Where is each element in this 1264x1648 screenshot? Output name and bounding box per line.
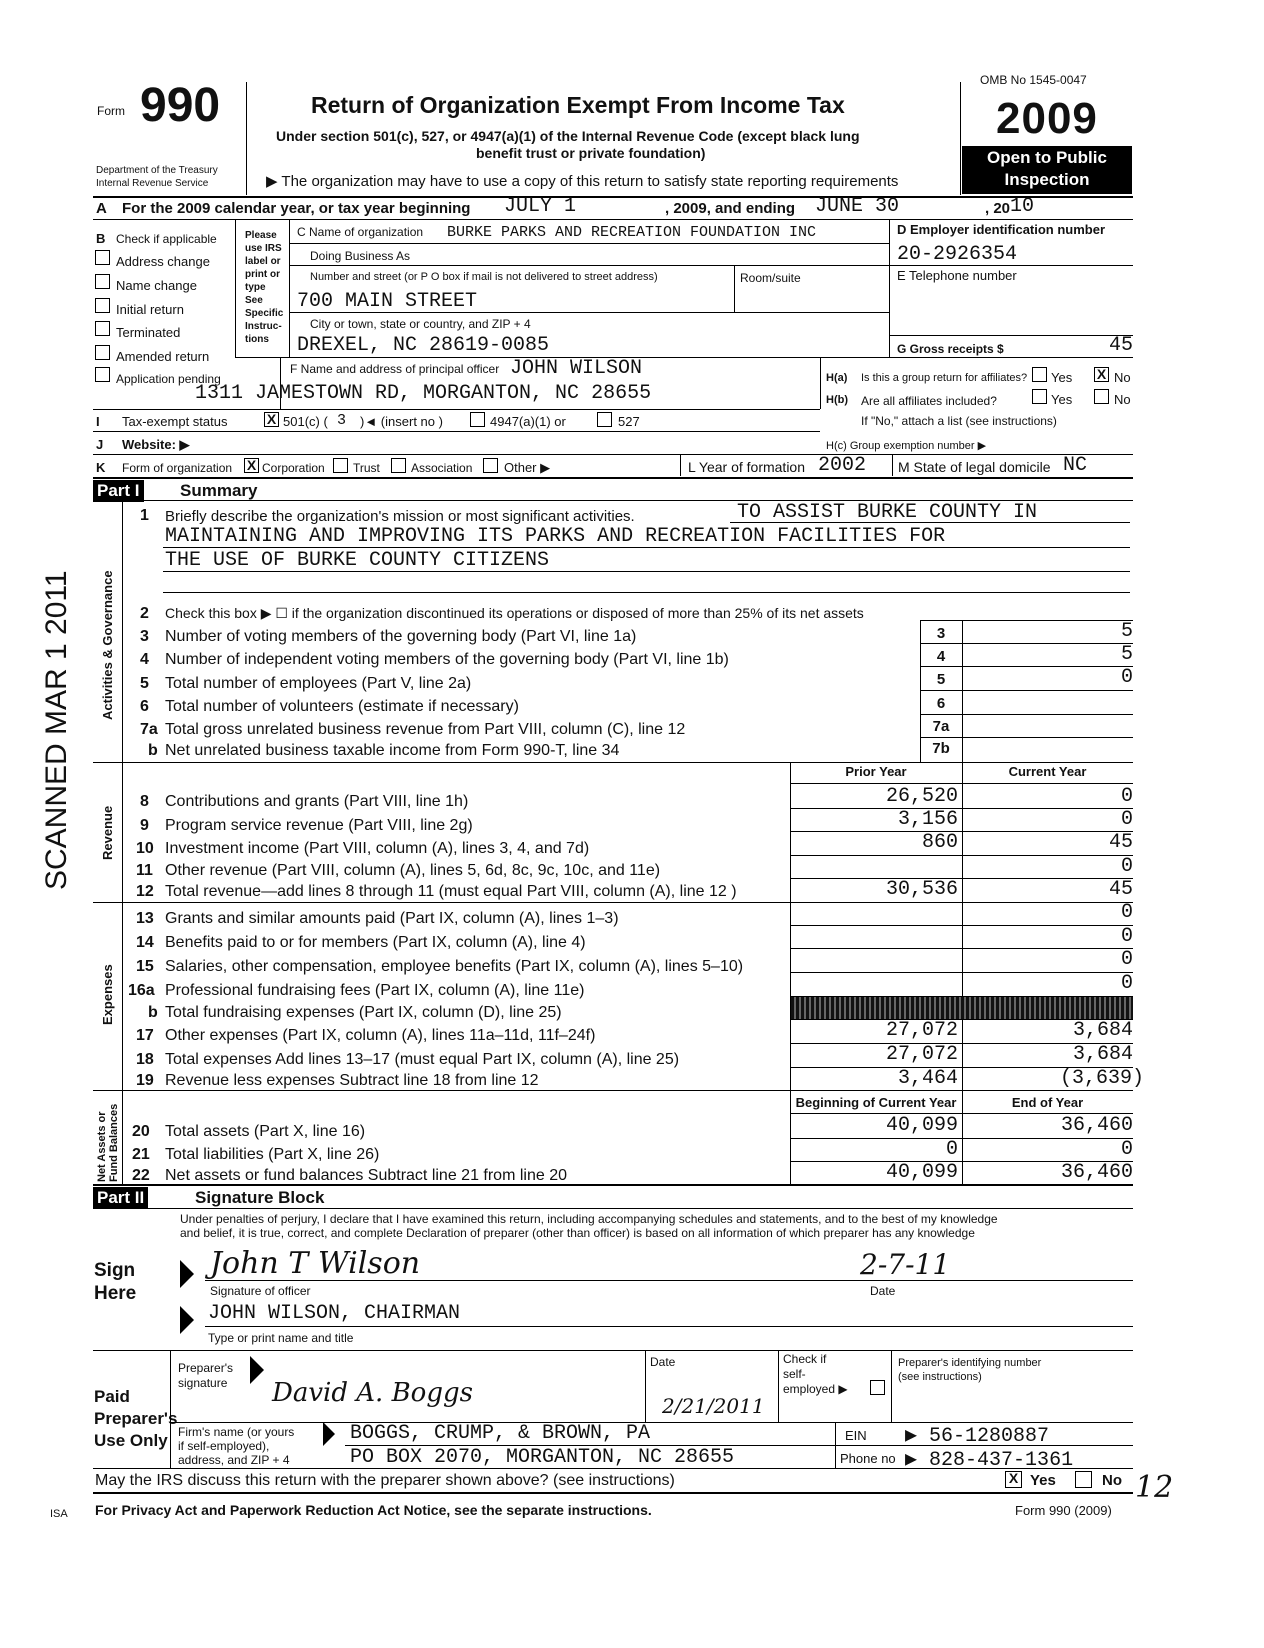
part2-title: Signature Block — [195, 1188, 325, 1207]
discuss-yes-checkbox[interactable]: X — [1005, 1471, 1022, 1488]
part1-title: Summary — [180, 481, 258, 500]
box-b-title: Check if applicable — [116, 232, 217, 246]
hb-no-checkbox[interactable] — [1094, 389, 1109, 404]
col-prior-year: Prior Year — [845, 764, 907, 779]
form-title: Return of Organization Exempt From Income Tax — [311, 92, 845, 118]
application-pending-label: Application pending — [116, 372, 221, 386]
open-public-1: Open to Public — [987, 148, 1107, 167]
line10-current[interactable]: 45 — [1108, 831, 1133, 854]
name-title-label: Type or print name and title — [208, 1331, 354, 1345]
line5-number: 5 — [140, 675, 149, 692]
line20-begin[interactable]: 40,099 — [885, 1114, 958, 1137]
sign-date[interactable]: 2-7-11 — [860, 1248, 951, 1281]
group-exemption-label: H(c) Group exemption number ▶ — [826, 440, 987, 452]
501c-number[interactable]: 3 — [337, 412, 347, 429]
tax-year-end[interactable]: JUNE 30 — [815, 195, 900, 218]
line21-end[interactable]: 0 — [1120, 1138, 1133, 1161]
box-b-label: B — [96, 231, 106, 246]
line16a-text: Professional fundraising fees (Part IX, column (A), line 11e) — [165, 982, 585, 999]
org-name-label: C Name of organization — [297, 225, 424, 239]
sign-arrow-icon — [180, 1260, 194, 1288]
firm-label: Firm's name (or yours if self-employed), address, and ZIP + 4 — [178, 1425, 295, 1467]
terminated-label: Terminated — [116, 325, 181, 340]
line18-number: 18 — [136, 1051, 154, 1068]
line5-box: 5 — [936, 671, 946, 688]
line16a-number: 16a — [128, 982, 155, 999]
line-a-year-prefix: , 20 — [985, 200, 1011, 217]
discuss-no-label: No — [1102, 1472, 1122, 1489]
privacy-notice: For Privacy Act and Paperwork Reduction Act Notice, see the separate instructions. — [95, 1502, 652, 1518]
org-name[interactable]: BURKE PARKS AND RECREATION FOUNDATION INC — [447, 224, 817, 241]
officer-name[interactable]: JOHN WILSON — [510, 357, 643, 380]
mission-line-3[interactable]: THE USE OF BURKE COUNTY CITIZENS — [165, 549, 550, 572]
room-suite-label: Room/suite — [740, 271, 801, 285]
line11-text: Other revenue (Part VIII, column (A), lines 5, 6d, 8c, 9c, 10c, and 11e) — [165, 862, 661, 879]
line1-number: 1 — [140, 507, 149, 524]
line7b-number: b — [148, 742, 158, 759]
preparer-ein[interactable]: ▶ 56-1280887 — [905, 1425, 1050, 1448]
part2-tag: Part II — [93, 1187, 148, 1209]
corporation-checkbox[interactable]: X — [244, 458, 259, 473]
line5-text: Total number of employees (Part V, line 2a) — [165, 675, 472, 692]
line-j-label: J — [96, 437, 104, 452]
shaded-cell — [791, 997, 1133, 1019]
line14-text: Benefits paid to or for members (Part IX, column (A), line 4) — [165, 934, 586, 951]
address-change-label: Address change — [116, 254, 210, 269]
year-formation-label: L Year of formation — [688, 459, 806, 475]
initial-return-checkbox[interactable] — [95, 298, 110, 313]
self-employed-checkbox[interactable] — [870, 1380, 885, 1395]
line7b-text: Net unrelated business taxable income from Form 990-T, line 34 — [165, 742, 620, 759]
line8-number: 8 — [140, 793, 149, 810]
form-subtitle-2: benefit trust or private foundation) — [476, 145, 706, 161]
officer-address[interactable]: 1311 JAMESTOWN RD, MORGANTON, NC 28655 — [195, 382, 652, 405]
preparer-date[interactable]: 2/21/2011 — [662, 1394, 765, 1418]
state-domicile-label: M State of legal domicile — [898, 459, 1051, 475]
hb-yes-label: Yes — [1051, 392, 1073, 407]
line22-begin[interactable]: 40,099 — [885, 1161, 958, 1184]
line1-label: Briefly describe the organization's mission or most significant activities. — [165, 508, 635, 525]
col-current-year: Current Year — [1008, 764, 1087, 779]
association-label: Association — [411, 461, 473, 475]
side-label-revenue: Revenue — [100, 805, 115, 860]
4947-checkbox[interactable] — [470, 412, 485, 427]
line-a-label: A — [96, 200, 107, 217]
form-number: 990 — [140, 79, 221, 132]
line8-text: Contributions and grants (Part VIII, line 1h) — [165, 793, 469, 810]
gross-receipts-label: G Gross receipts $ — [897, 342, 1004, 356]
line21-number: 21 — [132, 1146, 150, 1163]
col-end-year: End of Year — [1011, 1095, 1084, 1110]
line11-current[interactable]: 0 — [1120, 855, 1133, 878]
part1-tag: Part I — [93, 480, 144, 502]
corporation-label: Corporation — [262, 461, 325, 475]
amended-return-checkbox[interactable] — [95, 345, 110, 360]
scanned-stamp: SCANNED MAR 1 2011 — [40, 570, 73, 890]
preparer-arrow-icon — [250, 1356, 264, 1384]
trust-checkbox[interactable] — [333, 458, 348, 473]
line17-current[interactable]: 3,684 — [1072, 1019, 1133, 1042]
preparer-phone[interactable]: ▶ 828-437-1361 — [905, 1449, 1074, 1472]
dept-label: Department of the Treasury — [96, 165, 218, 176]
line14-current[interactable]: 0 — [1120, 925, 1133, 948]
line4-number: 4 — [140, 651, 149, 668]
line4-text: Number of independent voting members of the governing body (Part VI, line 1b) — [165, 651, 729, 668]
tax-year-end-year[interactable]: 10 — [1010, 195, 1035, 218]
line3-value[interactable]: 5 — [1120, 620, 1133, 643]
firm-address[interactable]: PO BOX 2070, MORGANTON, NC 28655 — [350, 1446, 735, 1469]
line3-number: 3 — [140, 628, 149, 645]
line10-text: Investment income (Part VIII, column (A), lines 3, 4, and 7d) — [165, 840, 590, 857]
line18-current[interactable]: 3,684 — [1072, 1043, 1133, 1066]
trust-label: Trust — [353, 461, 380, 475]
line17-text: Other expenses (Part IX, column (A), lines 11a–11d, 11f–24f) — [165, 1027, 596, 1044]
preparer-date-label: Date — [650, 1355, 676, 1369]
hb-yes-checkbox[interactable] — [1032, 389, 1047, 404]
preparer-signature-label: Preparer's signature — [178, 1361, 233, 1390]
line3-box: 3 — [936, 625, 946, 642]
officer-label: F Name and address of principal officer — [290, 362, 500, 376]
line15-number: 15 — [136, 958, 154, 975]
line15-text: Salaries, other compensation, employee benefits (Part IX, column (A), lines 5–10) — [165, 958, 744, 975]
line4-value[interactable]: 5 — [1120, 643, 1133, 666]
line22-number: 22 — [132, 1167, 150, 1184]
line16b-text: Total fundraising expenses (Part IX, column (D), line 25) — [165, 1004, 562, 1021]
state-domicile-value[interactable]: NC — [1063, 454, 1088, 477]
line15-current[interactable]: 0 — [1120, 948, 1133, 971]
line11-number: 11 — [136, 862, 153, 879]
line9-current[interactable]: 0 — [1120, 808, 1133, 831]
officer-name-title[interactable]: JOHN WILSON, CHAIRMAN — [208, 1302, 461, 1325]
ha-label: H(a) — [826, 372, 848, 384]
irs-label: Internal Revenue Service — [96, 178, 209, 189]
line16a-current[interactable]: 0 — [1120, 972, 1133, 995]
line-a-mid: , 2009, and ending — [665, 200, 796, 217]
ha-no-checkbox[interactable]: X — [1094, 367, 1109, 382]
line5-value[interactable]: 0 — [1120, 666, 1133, 689]
line16b-number: b — [148, 1004, 158, 1021]
line3-text: Number of voting members of the governing body (Part VI, line 1a) — [165, 628, 637, 645]
line9-prior[interactable]: 3,156 — [897, 808, 958, 831]
501c-label: 501(c) ( — [283, 414, 328, 429]
form-reference: Form 990 (2009) — [1015, 1503, 1112, 1518]
line20-end[interactable]: 36,460 — [1060, 1114, 1133, 1137]
reporting-notice: ▶ The organization may have to use a copy of this return to satisfy state reporting requirements — [266, 173, 899, 190]
year-formation-value[interactable]: 2002 — [818, 454, 867, 477]
side-label-expenses: Expenses — [100, 964, 115, 1025]
side-label-governance: Activities & Governance — [100, 570, 115, 720]
city-state-zip[interactable]: DREXEL, NC 28619-0085 — [297, 334, 550, 357]
tax-exempt-label: Tax-exempt status — [122, 414, 228, 429]
line19-number: 19 — [136, 1072, 154, 1089]
line20-text: Total assets (Part X, line 16) — [165, 1123, 366, 1140]
line2-number: 2 — [140, 605, 149, 622]
line7a-number: 7a — [140, 721, 158, 738]
penalty-text-2: and belief, it is true, correct, and complete Declaration of preparer (other than officer) is based on all information of which preparer has any knowledge — [180, 1226, 975, 1240]
initial-return-label: Initial return — [116, 302, 184, 317]
line13-text: Grants and similar amounts paid (Part IX, column (A), lines 1–3) — [165, 910, 619, 927]
line8-prior[interactable]: 26,520 — [885, 785, 958, 808]
line17-prior[interactable]: 27,072 — [885, 1019, 958, 1042]
ha-text: Is this a group return for affiliates? — [861, 372, 1028, 384]
ha-yes-label: Yes — [1051, 370, 1073, 385]
discuss-no-checkbox[interactable] — [1075, 1471, 1092, 1488]
amended-return-label: Amended return — [116, 349, 210, 364]
phone-label: Phone no — [840, 1451, 896, 1466]
sign-label: Sign — [94, 1260, 136, 1281]
street-address[interactable]: 700 MAIN STREET — [297, 290, 478, 313]
line8-current[interactable]: 0 — [1120, 785, 1133, 808]
line12-number: 12 — [136, 883, 154, 900]
other-label: Other ▶ — [504, 460, 551, 475]
hb-label: H(b) — [826, 394, 848, 406]
line4-box: 4 — [936, 648, 946, 665]
line19-current[interactable]: (3,639) — [1059, 1067, 1144, 1090]
ein-label: D Employer identification number — [897, 222, 1106, 237]
ein-value[interactable]: 20-2926354 — [897, 243, 1018, 266]
name-change-label: Name change — [116, 278, 197, 293]
ha-yes-checkbox[interactable] — [1032, 367, 1047, 382]
hb-text: Are all affiliates included? — [861, 394, 997, 408]
hb-no-label: No — [1114, 392, 1131, 407]
preparer-ein-label: EIN — [845, 1428, 867, 1443]
sign-date-label: Date — [870, 1284, 896, 1298]
self-employed-label: Check if self- employed ▶ — [783, 1352, 848, 1396]
501c-checkbox[interactable]: X — [264, 412, 279, 427]
omb-number: OMB No 1545-0047 — [980, 73, 1087, 87]
here-label: Here — [94, 1283, 137, 1304]
firm-arrow-icon — [323, 1422, 335, 1446]
discuss-question: May the IRS discuss this return with the preparer shown above? (see instructions) — [95, 1472, 675, 1489]
line-a-text: For the 2009 calendar year, or tax year beginning — [122, 200, 471, 217]
line21-text: Total liabilities (Part X, line 26) — [165, 1146, 380, 1163]
mission-line-1[interactable]: TO ASSIST BURKE COUNTY IN — [737, 501, 1038, 524]
line6-number: 6 — [140, 698, 149, 715]
line12-prior[interactable]: 30,536 — [885, 878, 958, 901]
line7a-text: Total gross unrelated business revenue from Part VIII, column (C), line 12 — [165, 721, 686, 738]
firm-name[interactable]: BOGGS, CRUMP, & BROWN, PA — [350, 1422, 651, 1445]
line6-text: Total number of volunteers (estimate if necessary) — [165, 698, 519, 715]
line9-text: Program service revenue (Part VIII, line 2g) — [165, 817, 473, 834]
line12-current[interactable]: 45 — [1108, 878, 1133, 901]
line10-prior[interactable]: 860 — [921, 831, 958, 854]
line19-text: Revenue less expenses Subtract line 18 from line 12 — [165, 1072, 539, 1089]
line21-begin[interactable]: 0 — [945, 1138, 958, 1161]
4947-label: 4947(a)(1) or — [490, 414, 566, 429]
line6-box: 6 — [936, 695, 946, 712]
line7a-box: 7a — [932, 718, 950, 735]
city-label: City or town, state or country, and ZIP + 4 — [310, 317, 531, 331]
ha-no-label: No — [1114, 370, 1131, 385]
side-label-net-assets: Net Assets or Fund Balances — [96, 1103, 120, 1182]
line-i-label: I — [96, 414, 100, 429]
form-subtitle-1: Under section 501(c), 527, or 4947(a)(1) of the Internal Revenue Code (except black lung — [276, 128, 860, 144]
officer-signature[interactable]: John T Wilson — [210, 1246, 421, 1281]
street-label: Number and street (or P O box if mail is not delivered to street address) — [310, 271, 658, 283]
col-begin-year: Beginning of Current Year — [795, 1095, 957, 1110]
paid-preparer-label: Paid Preparer's Use Only — [94, 1387, 178, 1450]
form-label: Form — [97, 104, 125, 118]
preparer-id-label: Preparer's identifying number (see instructions) — [898, 1357, 1042, 1383]
line13-number: 13 — [136, 910, 154, 927]
line19-prior[interactable]: 3,464 — [897, 1067, 958, 1090]
line22-end[interactable]: 36,460 — [1060, 1161, 1133, 1184]
527-label: 527 — [618, 414, 640, 429]
discuss-yes-label: Yes — [1030, 1472, 1056, 1489]
line14-number: 14 — [136, 934, 154, 951]
insert-no-label: )◄ (insert no ) — [360, 414, 443, 429]
association-checkbox[interactable] — [391, 458, 406, 473]
line20-number: 20 — [132, 1123, 150, 1140]
address-change-checkbox[interactable] — [95, 250, 110, 265]
please-use-irs-label: Please use IRS label or print or type See Specific Instruc- tions — [245, 230, 284, 345]
isa-mark: ISA — [50, 1508, 68, 1520]
website-label: Website: ▶ — [122, 437, 190, 452]
line17-number: 17 — [136, 1027, 154, 1044]
line7b-box: 7b — [932, 740, 950, 757]
line22-text: Net assets or fund balances Subtract line 21 from line 20 — [165, 1167, 567, 1184]
line9-number: 9 — [140, 817, 149, 834]
name-change-checkbox[interactable] — [95, 274, 110, 289]
line-k-label: K — [96, 460, 106, 475]
application-pending-checkbox[interactable] — [95, 367, 110, 382]
signature-of-officer-label: Signature of officer — [210, 1284, 311, 1298]
gross-receipts-value[interactable]: 45 — [1108, 334, 1133, 357]
margin-note: 12 — [1135, 1470, 1174, 1505]
mission-line-2[interactable]: MAINTAINING AND IMPROVING ITS PARKS AND RECREATION FACILITIES FOR — [165, 525, 946, 548]
tax-year-begin[interactable]: JULY 1 — [504, 195, 577, 218]
line13-current[interactable]: 0 — [1120, 901, 1133, 924]
line18-text: Total expenses Add lines 13–17 (must equal Part IX, column (A), line 25) — [165, 1051, 680, 1068]
name-arrow-icon — [180, 1306, 194, 1334]
terminated-checkbox[interactable] — [95, 321, 110, 336]
line2-text: Check this box ▶ ☐ if the organization discontinued its operations or disposed of more than 25% of its net assets — [165, 605, 864, 621]
hb-note: If "No," attach a list (see instructions) — [861, 414, 1057, 428]
penalty-text-1: Under penalties of perjury, I declare that I have examined this return, including accompanying schedules and statements, and to the best of my knowledge — [180, 1212, 998, 1226]
tax-year: 2009 — [996, 94, 1098, 143]
form-of-org-label: Form of organization — [122, 461, 233, 475]
line18-prior[interactable]: 27,072 — [885, 1043, 958, 1066]
preparer-signature[interactable]: David A. Boggs — [272, 1378, 473, 1408]
open-public-2: Inspection — [1004, 170, 1090, 189]
line12-text: Total revenue—add lines 8 through 11 (must equal Part VIII, column (A), line 12 ) — [165, 883, 737, 900]
line10-number: 10 — [136, 840, 154, 857]
telephone-label: E Telephone number — [897, 268, 1017, 283]
527-checkbox[interactable] — [597, 412, 612, 427]
other-checkbox[interactable] — [483, 458, 498, 473]
dba-label: Doing Business As — [310, 249, 411, 263]
